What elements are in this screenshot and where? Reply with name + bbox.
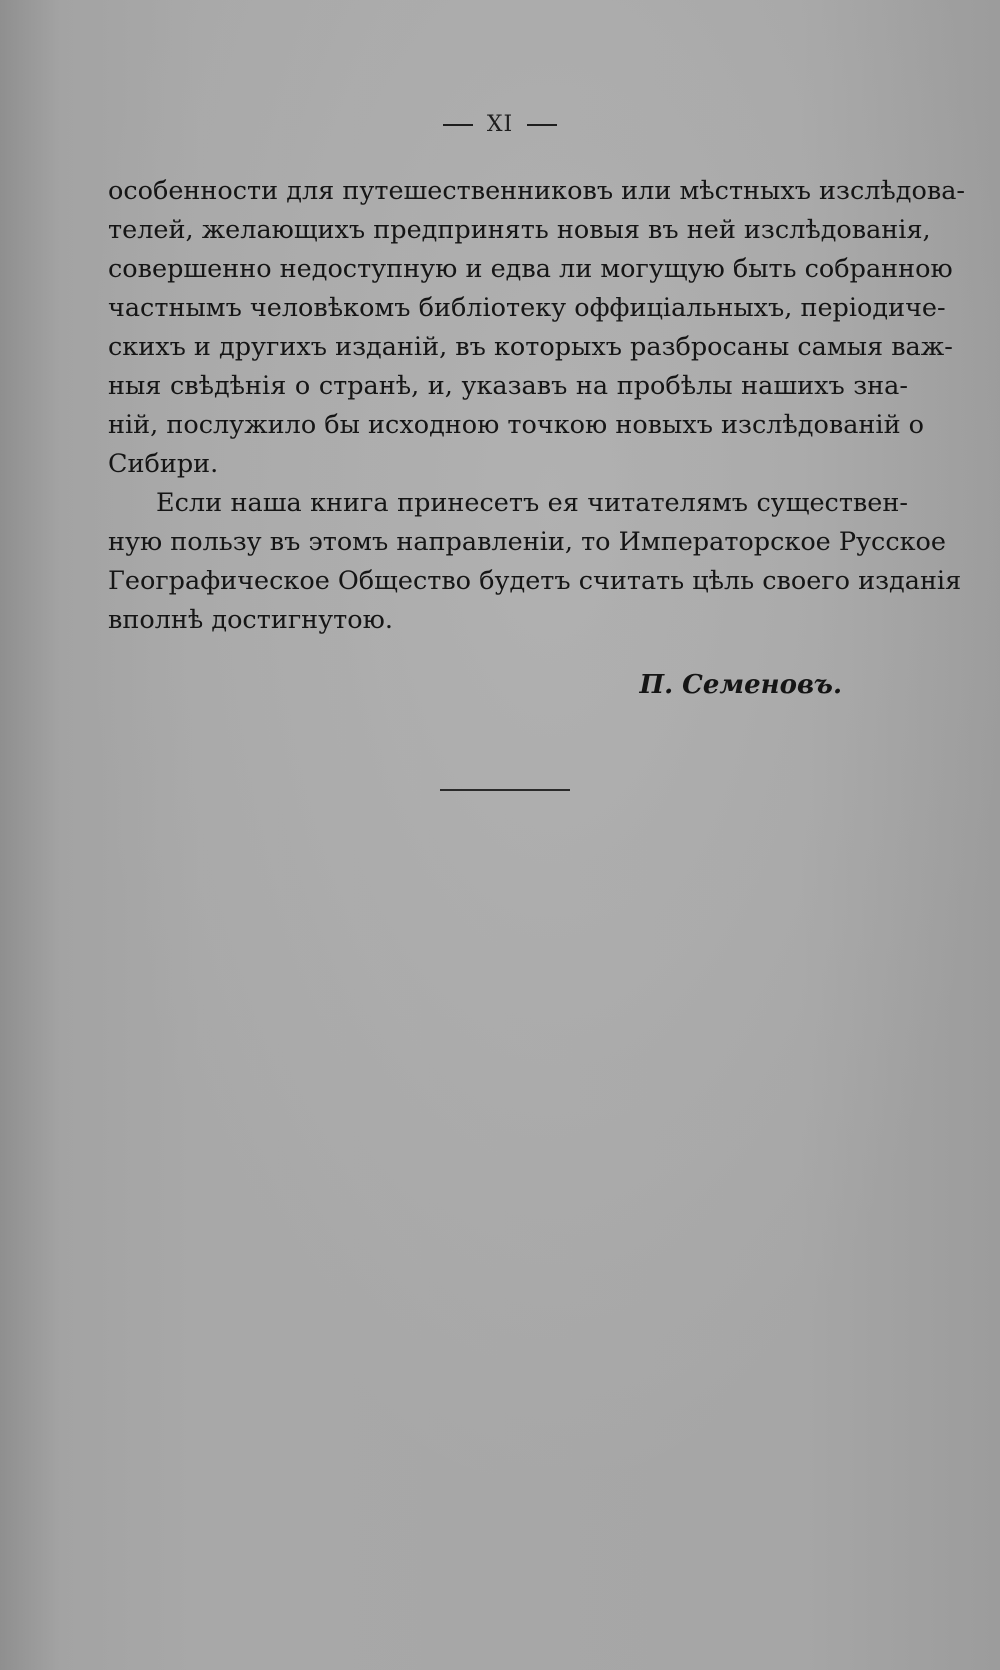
text-line: ную пользу въ этомъ направленіи, то Императорское Русское bbox=[108, 527, 946, 557]
paragraph-2 bbox=[108, 484, 962, 640]
body-text bbox=[108, 172, 966, 640]
text-line: Если наша книга принесетъ ея читателямъ существен- bbox=[156, 488, 908, 518]
right-dash bbox=[527, 124, 557, 126]
page-number-header bbox=[0, 112, 1000, 137]
text-line: особенности для путешественниковъ или мѣстныхъ изслѣдова- bbox=[108, 176, 966, 206]
text-line: Географическое Общество будетъ считать цѣль своего изданія bbox=[108, 566, 962, 596]
page-number: XI bbox=[486, 112, 514, 137]
text-line: телей, желающихъ предпринять новыя въ ней изслѣдованія, bbox=[108, 215, 931, 245]
text-line: вполнѣ достигнутою. bbox=[108, 605, 393, 635]
text-line: ній, послужило бы исходною точкою новыхъ изслѣдованій о bbox=[108, 410, 925, 440]
text-line: совершенно недоступную и едва ли могущую быть собранною bbox=[108, 254, 953, 284]
signature: П. Семеновъ. bbox=[639, 670, 842, 700]
section-end-rule bbox=[440, 789, 570, 791]
paragraph-1 bbox=[108, 172, 966, 484]
text-line: частнымъ человѣкомъ библіотеку оффиціальныхъ, періодиче- bbox=[108, 293, 946, 323]
text-line: Сибири. bbox=[108, 449, 219, 479]
text-line: скихъ и другихъ изданій, въ которыхъ разбросаны самыя важ- bbox=[108, 332, 953, 362]
text-line: ныя свѣдѣнія о странѣ, и, указавъ на пробѣлы нашихъ зна- bbox=[108, 371, 908, 401]
left-dash bbox=[443, 124, 473, 126]
